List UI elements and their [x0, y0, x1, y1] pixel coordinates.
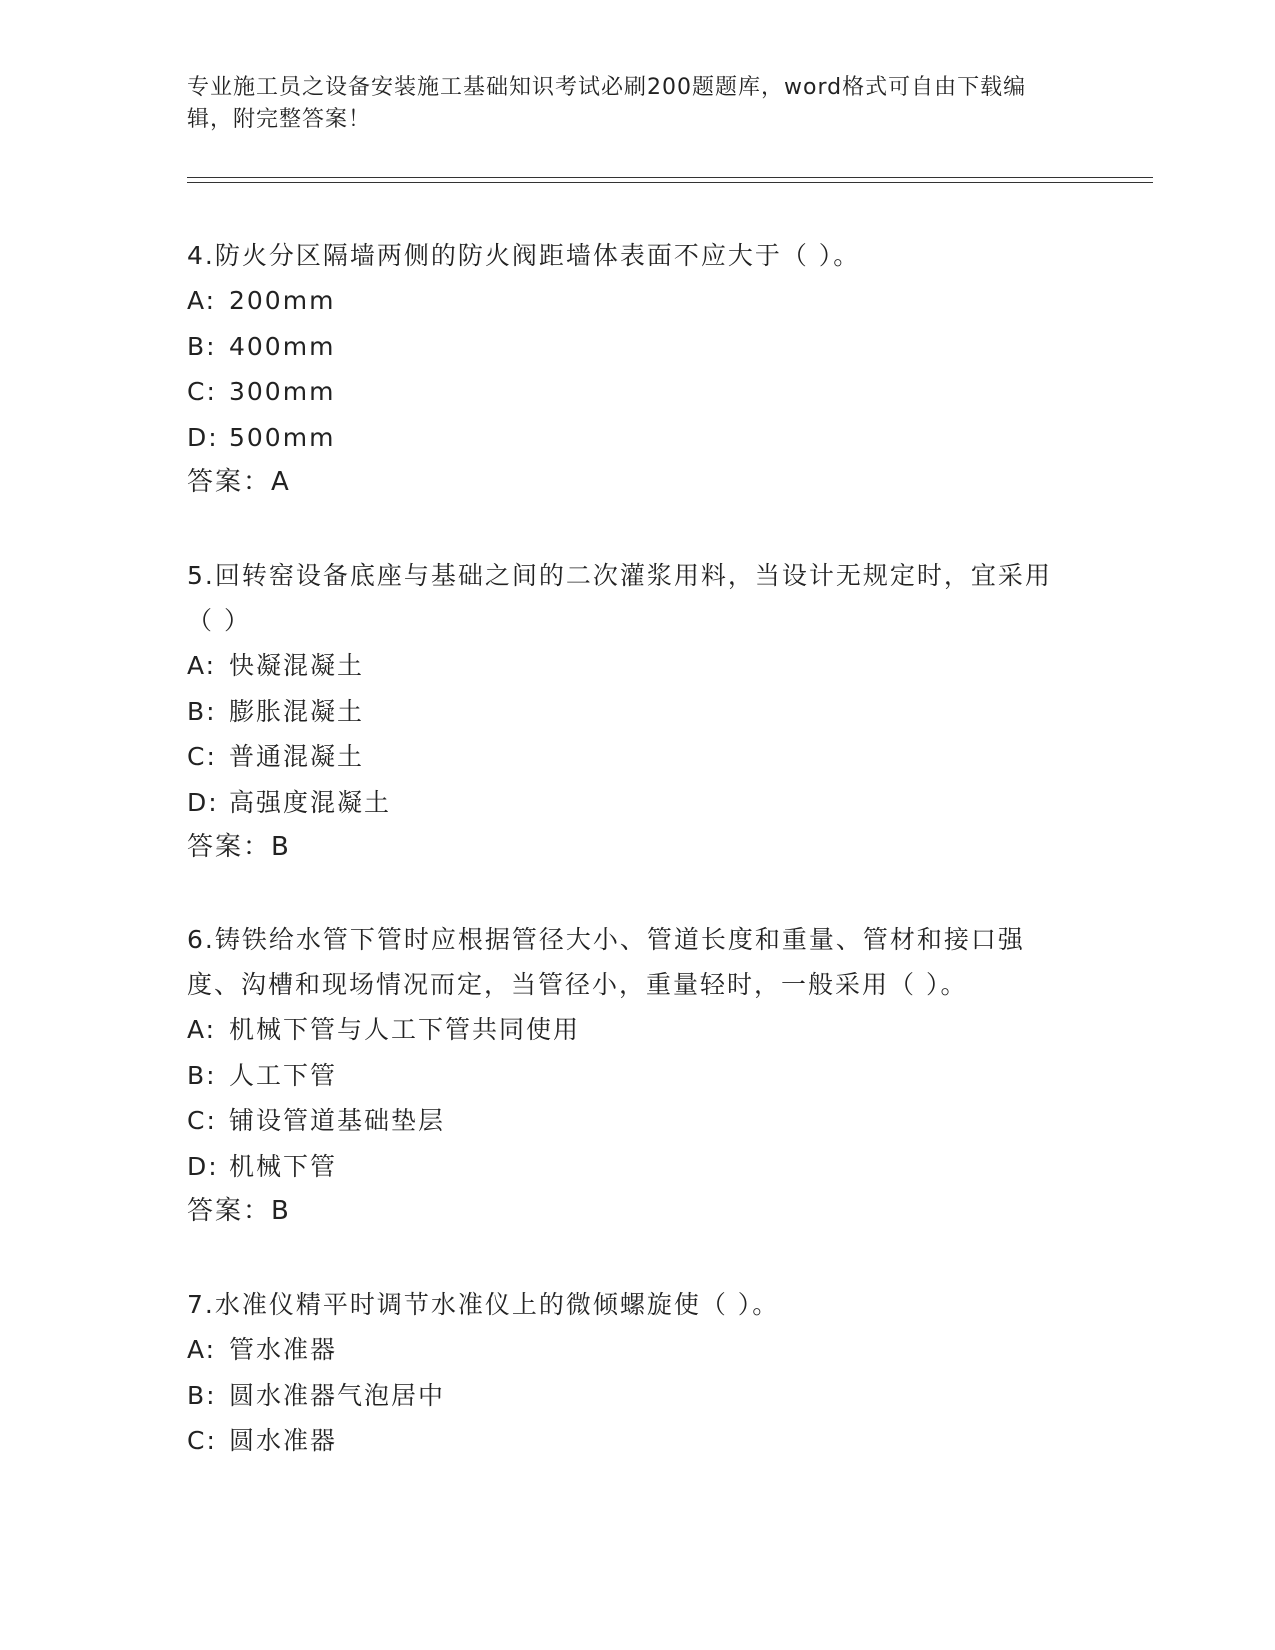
option-b — [187, 324, 1077, 370]
option-text: 300mm — [229, 377, 336, 406]
header-divider-top — [187, 177, 1153, 178]
option-b — [187, 1053, 1077, 1099]
option-d — [187, 780, 1077, 826]
question-7 — [187, 1282, 1077, 1464]
option-key: B: — [187, 1380, 217, 1410]
option-a — [187, 1327, 1077, 1373]
answer-line: 答案：B — [187, 832, 291, 862]
option-key: C: — [187, 742, 217, 771]
option-text: 普通混凝土 — [229, 742, 365, 771]
question-stem: 7.水准仪精平时调节水准仪上的微倾螺旋使（ ）。 — [187, 1290, 780, 1319]
option-b — [187, 1373, 1077, 1419]
option-key: B: — [187, 1060, 217, 1090]
option-text: 200mm — [229, 286, 336, 315]
option-text: 圆水准器气泡居中 — [229, 1380, 446, 1410]
option-text: 人工下管 — [229, 1060, 338, 1090]
option-c — [187, 1418, 1077, 1464]
option-key: B: — [187, 696, 217, 726]
option-text: 管水准器 — [229, 1335, 338, 1364]
option-key: A: — [187, 1015, 217, 1044]
option-d — [187, 415, 1077, 461]
answer-line: 答案：B — [187, 1196, 291, 1226]
option-c — [187, 369, 1077, 415]
option-key: B: — [187, 331, 217, 361]
option-key: A: — [187, 651, 217, 680]
option-c — [187, 734, 1077, 780]
option-key: C: — [187, 377, 217, 406]
option-key: D: — [187, 422, 219, 452]
question-stem: 4.防火分区隔墙两侧的防火阀距墙体表面不应大于（ ）。 — [187, 241, 861, 270]
option-text: 快凝混凝土 — [229, 651, 365, 680]
option-text: 机械下管与人工下管共同使用 — [229, 1015, 581, 1044]
option-text: 铺设管道基础垫层 — [229, 1106, 446, 1135]
option-a — [187, 1007, 1077, 1053]
option-text: 500mm — [229, 422, 336, 452]
option-text: 高强度混凝土 — [229, 787, 392, 817]
option-key: A: — [187, 1335, 217, 1364]
option-b — [187, 689, 1077, 735]
answer-line: 答案：A — [187, 467, 291, 497]
option-text: 膨胀混凝土 — [229, 696, 365, 726]
option-a — [187, 643, 1077, 689]
option-key: C: — [187, 1426, 217, 1455]
question-4 — [187, 233, 1077, 505]
question-6 — [187, 917, 1077, 1234]
option-key: D: — [187, 1151, 219, 1181]
option-text: 机械下管 — [229, 1151, 338, 1181]
document-header: 专业施工员之设备安装施工基础知识考试必刷200题题库，word格式可自由下载编辑，附完整答案！ — [187, 75, 1027, 132]
header-divider-bottom — [187, 182, 1153, 183]
option-c — [187, 1098, 1077, 1144]
option-key: C: — [187, 1106, 217, 1135]
question-stem: 5.回转窑设备底座与基础之间的二次灌浆用料，当设计无规定时，宜采用（ ） — [187, 561, 1052, 635]
question-5 — [187, 553, 1077, 870]
option-key: D: — [187, 787, 219, 817]
question-stem: 6.铸铁给水管下管时应根据管径大小、管道长度和重量、管材和接口强度、沟槽和现场情况而定，当管径小，重量轻时，一般采用（ ）。 — [187, 925, 1025, 999]
option-text: 400mm — [229, 331, 336, 361]
option-d — [187, 1144, 1077, 1190]
option-text: 圆水准器 — [229, 1426, 338, 1455]
option-a — [187, 278, 1077, 324]
option-key: A: — [187, 286, 217, 315]
